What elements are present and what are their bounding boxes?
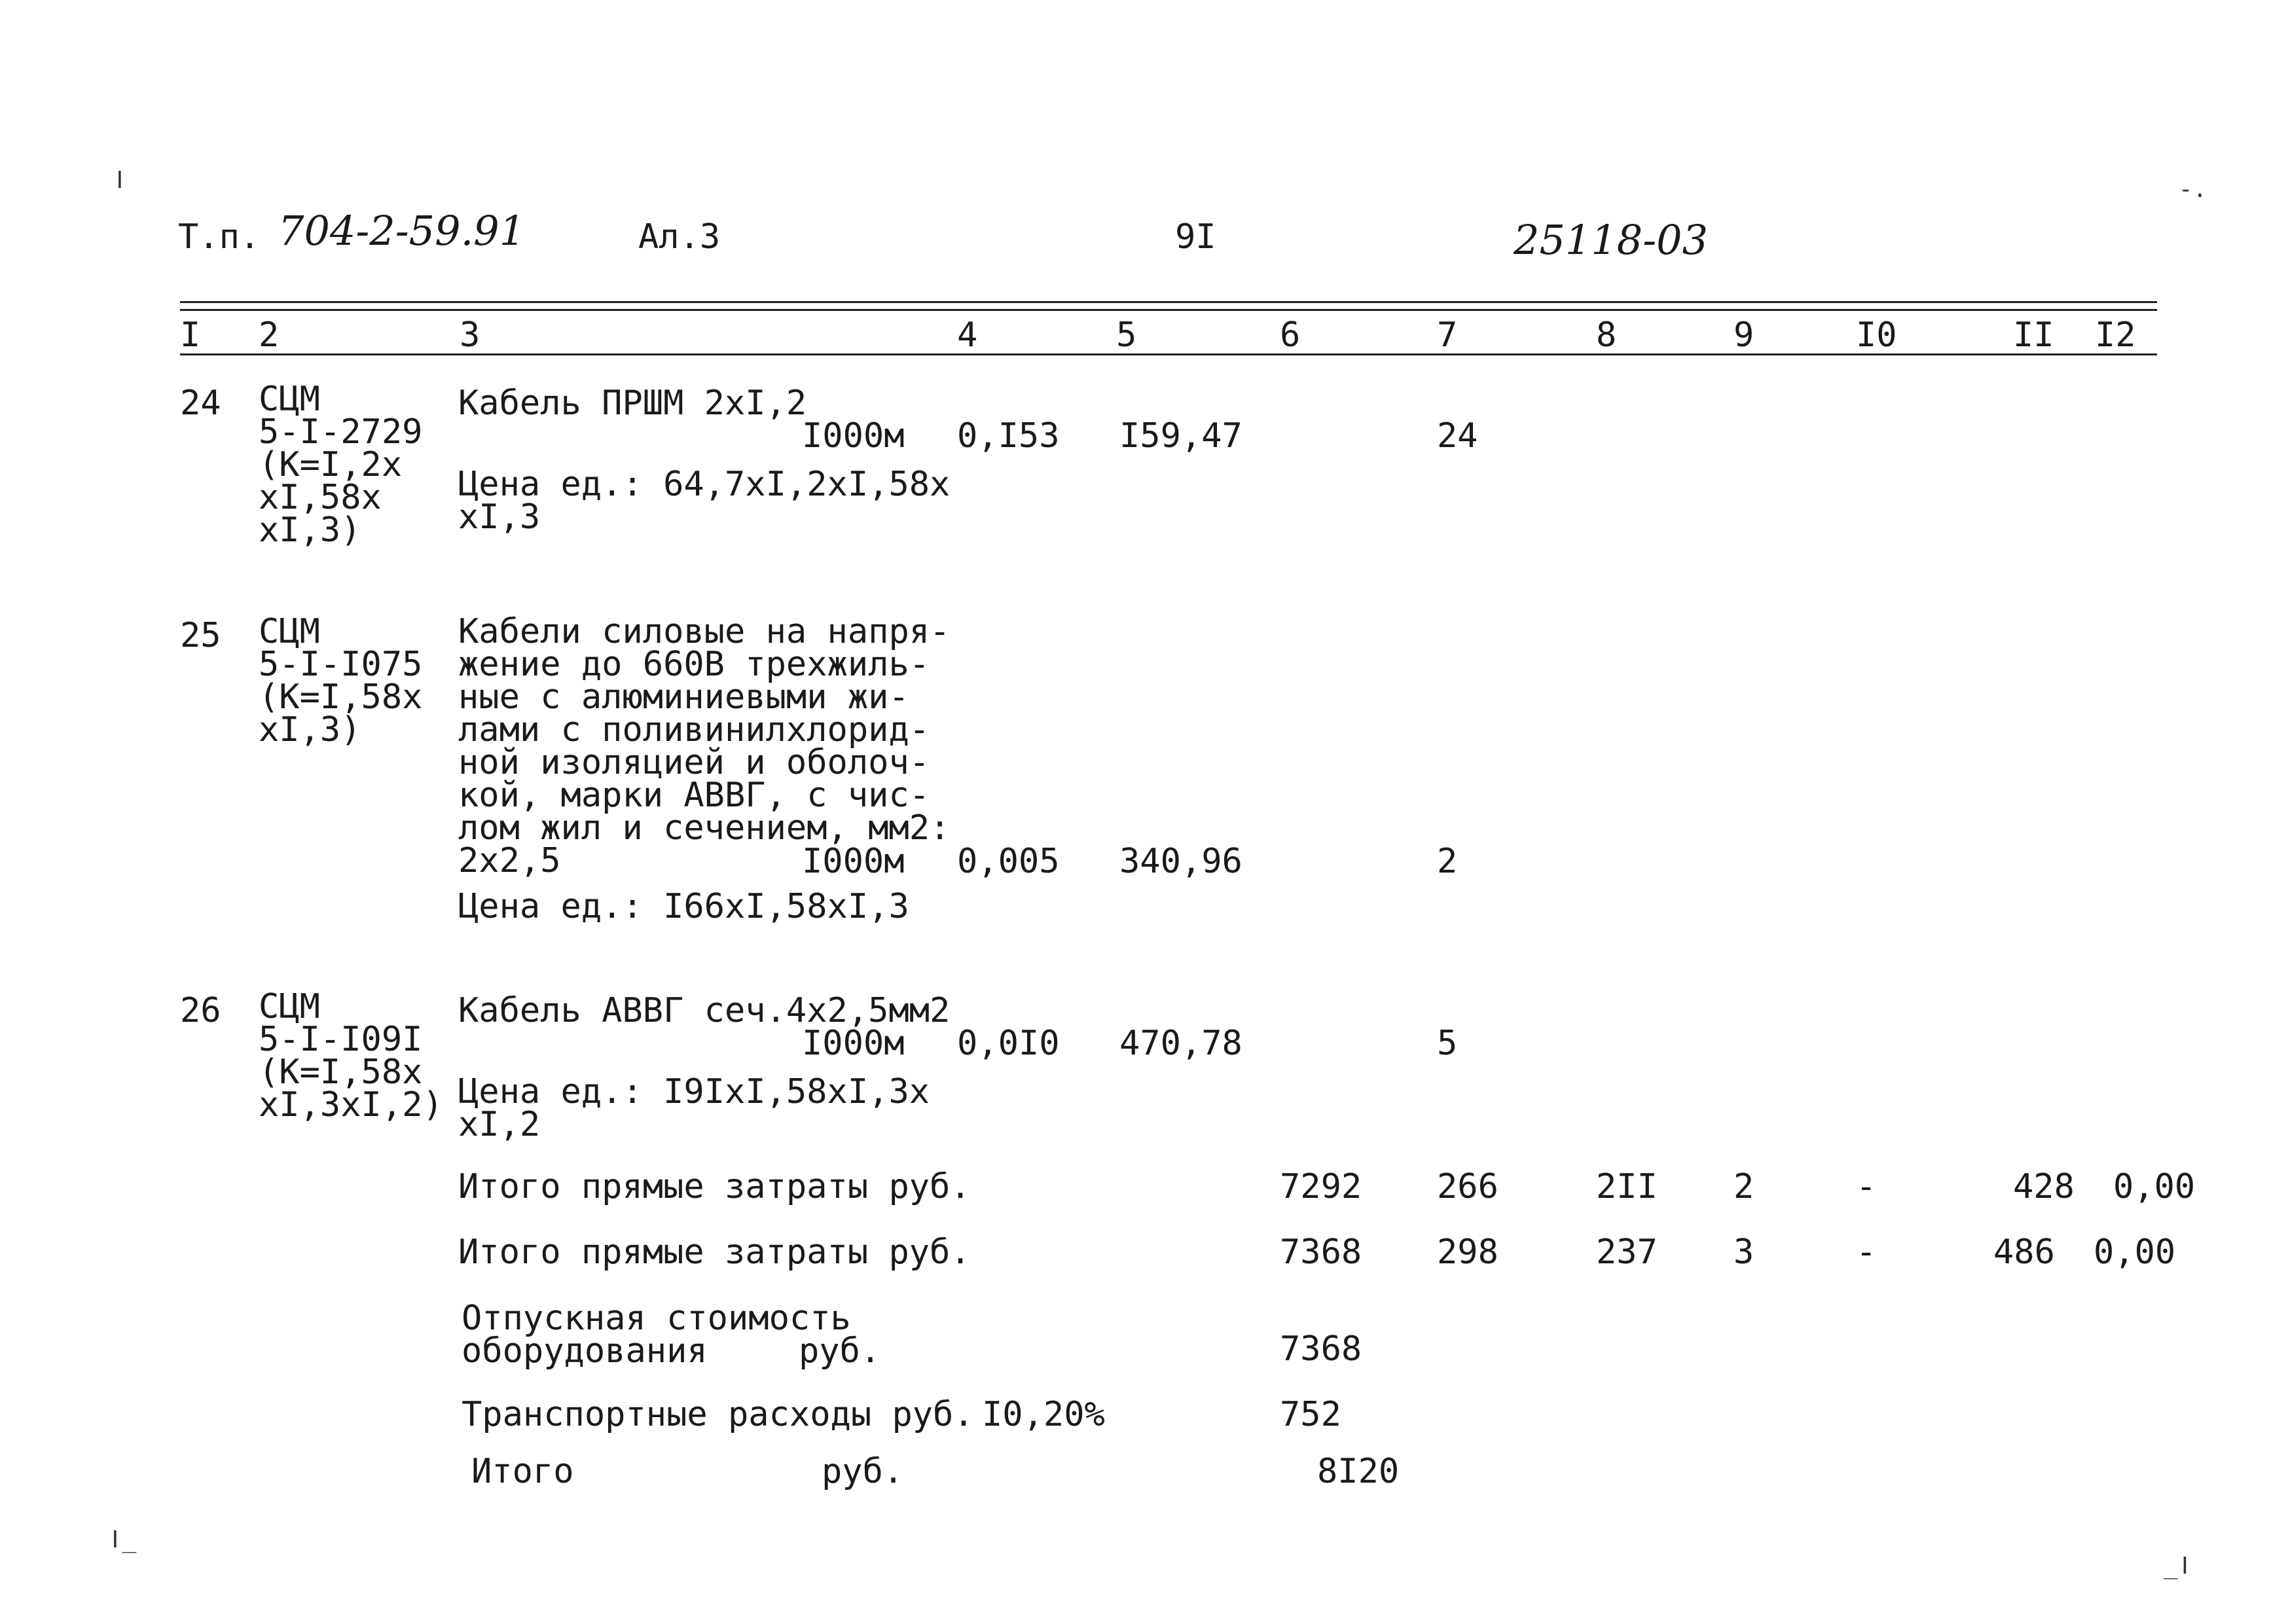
row-unit: I000м [802, 416, 905, 456]
row-unit: I000м [802, 1024, 905, 1063]
margin-mark-top-right: -. [2179, 176, 2207, 203]
totals-col6: 7292 [1280, 1167, 1362, 1206]
row-number: 25 [180, 616, 221, 655]
row-unit-price: I59,47 [1119, 416, 1243, 456]
totals-col6: 7368 [1280, 1233, 1362, 1272]
row-number: 26 [180, 991, 221, 1030]
margin-mark-bottom-left: ǀ_ [108, 1526, 137, 1553]
row-description: Кабели силовые на напря- жение до 660В трехжиль- ные с алюминиевыми жи- лами с поливинилхлорид- ной изоляцией и оболоч- кой, марки АВВГ, с чис- лом жил и сечением, мм2: 2х2,5 [458, 612, 951, 880]
equipment-label-line2: оборудования [462, 1331, 708, 1371]
column-header: 7 [1437, 316, 1458, 355]
column-header: I [180, 316, 201, 355]
column-header: 9 [1733, 316, 1754, 355]
header-rule-top-2 [180, 309, 2157, 311]
transport-value: 752 [1280, 1395, 1341, 1434]
totals-col12: 0,00 [2094, 1233, 2176, 1272]
column-header: 2 [259, 316, 280, 355]
row-price-formula: Цена ед.: I66хI,58хI,3 [458, 887, 909, 926]
project-code: 704-2-59.91 [278, 207, 526, 255]
row-quantity: 0,I53 [957, 416, 1060, 456]
header-prefix: Т.п. [178, 217, 261, 257]
transport-percent: I0,20% [982, 1395, 1105, 1434]
grand-total-unit: руб. [822, 1452, 904, 1491]
row-unit: I000м [802, 842, 905, 881]
row-col7: 2 [1437, 842, 1458, 881]
row-description: Кабель АВВГ сеч.4х2,5мм2 [458, 991, 951, 1030]
row-description: Кабель ПРШМ 2хI,2 [458, 384, 807, 423]
equipment-value: 7368 [1280, 1329, 1362, 1369]
totals-col11: 486 [1993, 1233, 2055, 1272]
totals-col9: 3 [1733, 1233, 1754, 1272]
totals-col7: 298 [1437, 1233, 1498, 1272]
totals-label: Итого прямые затраты руб. [458, 1233, 971, 1272]
column-header: 3 [460, 316, 481, 355]
totals-col7: 266 [1437, 1167, 1498, 1206]
totals-col10: - [1856, 1167, 1877, 1206]
column-header: II [2013, 316, 2054, 355]
totals-col10: - [1856, 1233, 1877, 1272]
row-number: 24 [180, 384, 221, 423]
totals-col8: 2II [1596, 1167, 1658, 1206]
album-label: Ал.3 [638, 217, 721, 257]
grand-total-value: 8I20 [1317, 1452, 1400, 1491]
column-header: I2 [2095, 316, 2136, 355]
equipment-unit: руб. [799, 1331, 881, 1371]
totals-col8: 237 [1596, 1233, 1658, 1272]
column-header: 5 [1116, 316, 1137, 355]
column-header: 8 [1596, 316, 1617, 355]
row-code: СЦМ 5-I-I09I (К=I,58х хI,3хI,2) [259, 987, 443, 1125]
row-quantity: 0,005 [957, 842, 1060, 881]
totals-col12: 0,00 [2113, 1167, 2196, 1206]
column-header: 4 [957, 316, 978, 355]
equipment-label-line1: Отпускная стоимость [462, 1299, 851, 1338]
row-quantity: 0,0I0 [957, 1024, 1060, 1063]
margin-mark-top-left: ǀ [113, 167, 127, 194]
grand-total-label: Итого [471, 1452, 574, 1491]
row-price-formula: Цена ед.: I9IхI,58хI,3х хI,2 [458, 1072, 930, 1144]
row-code: СЦМ 5-I-2729 (К=I,2х хI,58х хI,3) [259, 380, 423, 550]
row-unit-price: 470,78 [1119, 1024, 1243, 1063]
row-unit-price: 340,96 [1119, 842, 1243, 881]
margin-mark-bottom-right: _ǀ [2164, 1553, 2192, 1579]
totals-col9: 2 [1733, 1167, 1754, 1206]
row-col7: 24 [1437, 416, 1478, 456]
column-header: I0 [1856, 316, 1897, 355]
row-code: СЦМ 5-I-I075 (К=I,58х хI,3) [259, 612, 423, 749]
transport-label: Транспортные расходы руб. [462, 1395, 974, 1434]
totals-label: Итого прямые затраты руб. [458, 1167, 971, 1206]
document-number: 25118-03 [1514, 216, 1709, 264]
row-price-formula: Цена ед.: 64,7хI,2хI,58х хI,3 [458, 465, 951, 537]
page-number: 9I [1175, 217, 1216, 257]
totals-col11: 428 [2013, 1167, 2075, 1206]
row-col7: 5 [1437, 1024, 1458, 1063]
header-rule-bottom [180, 353, 2157, 355]
header-rule-top-1 [180, 301, 2157, 303]
column-header: 6 [1280, 316, 1301, 355]
